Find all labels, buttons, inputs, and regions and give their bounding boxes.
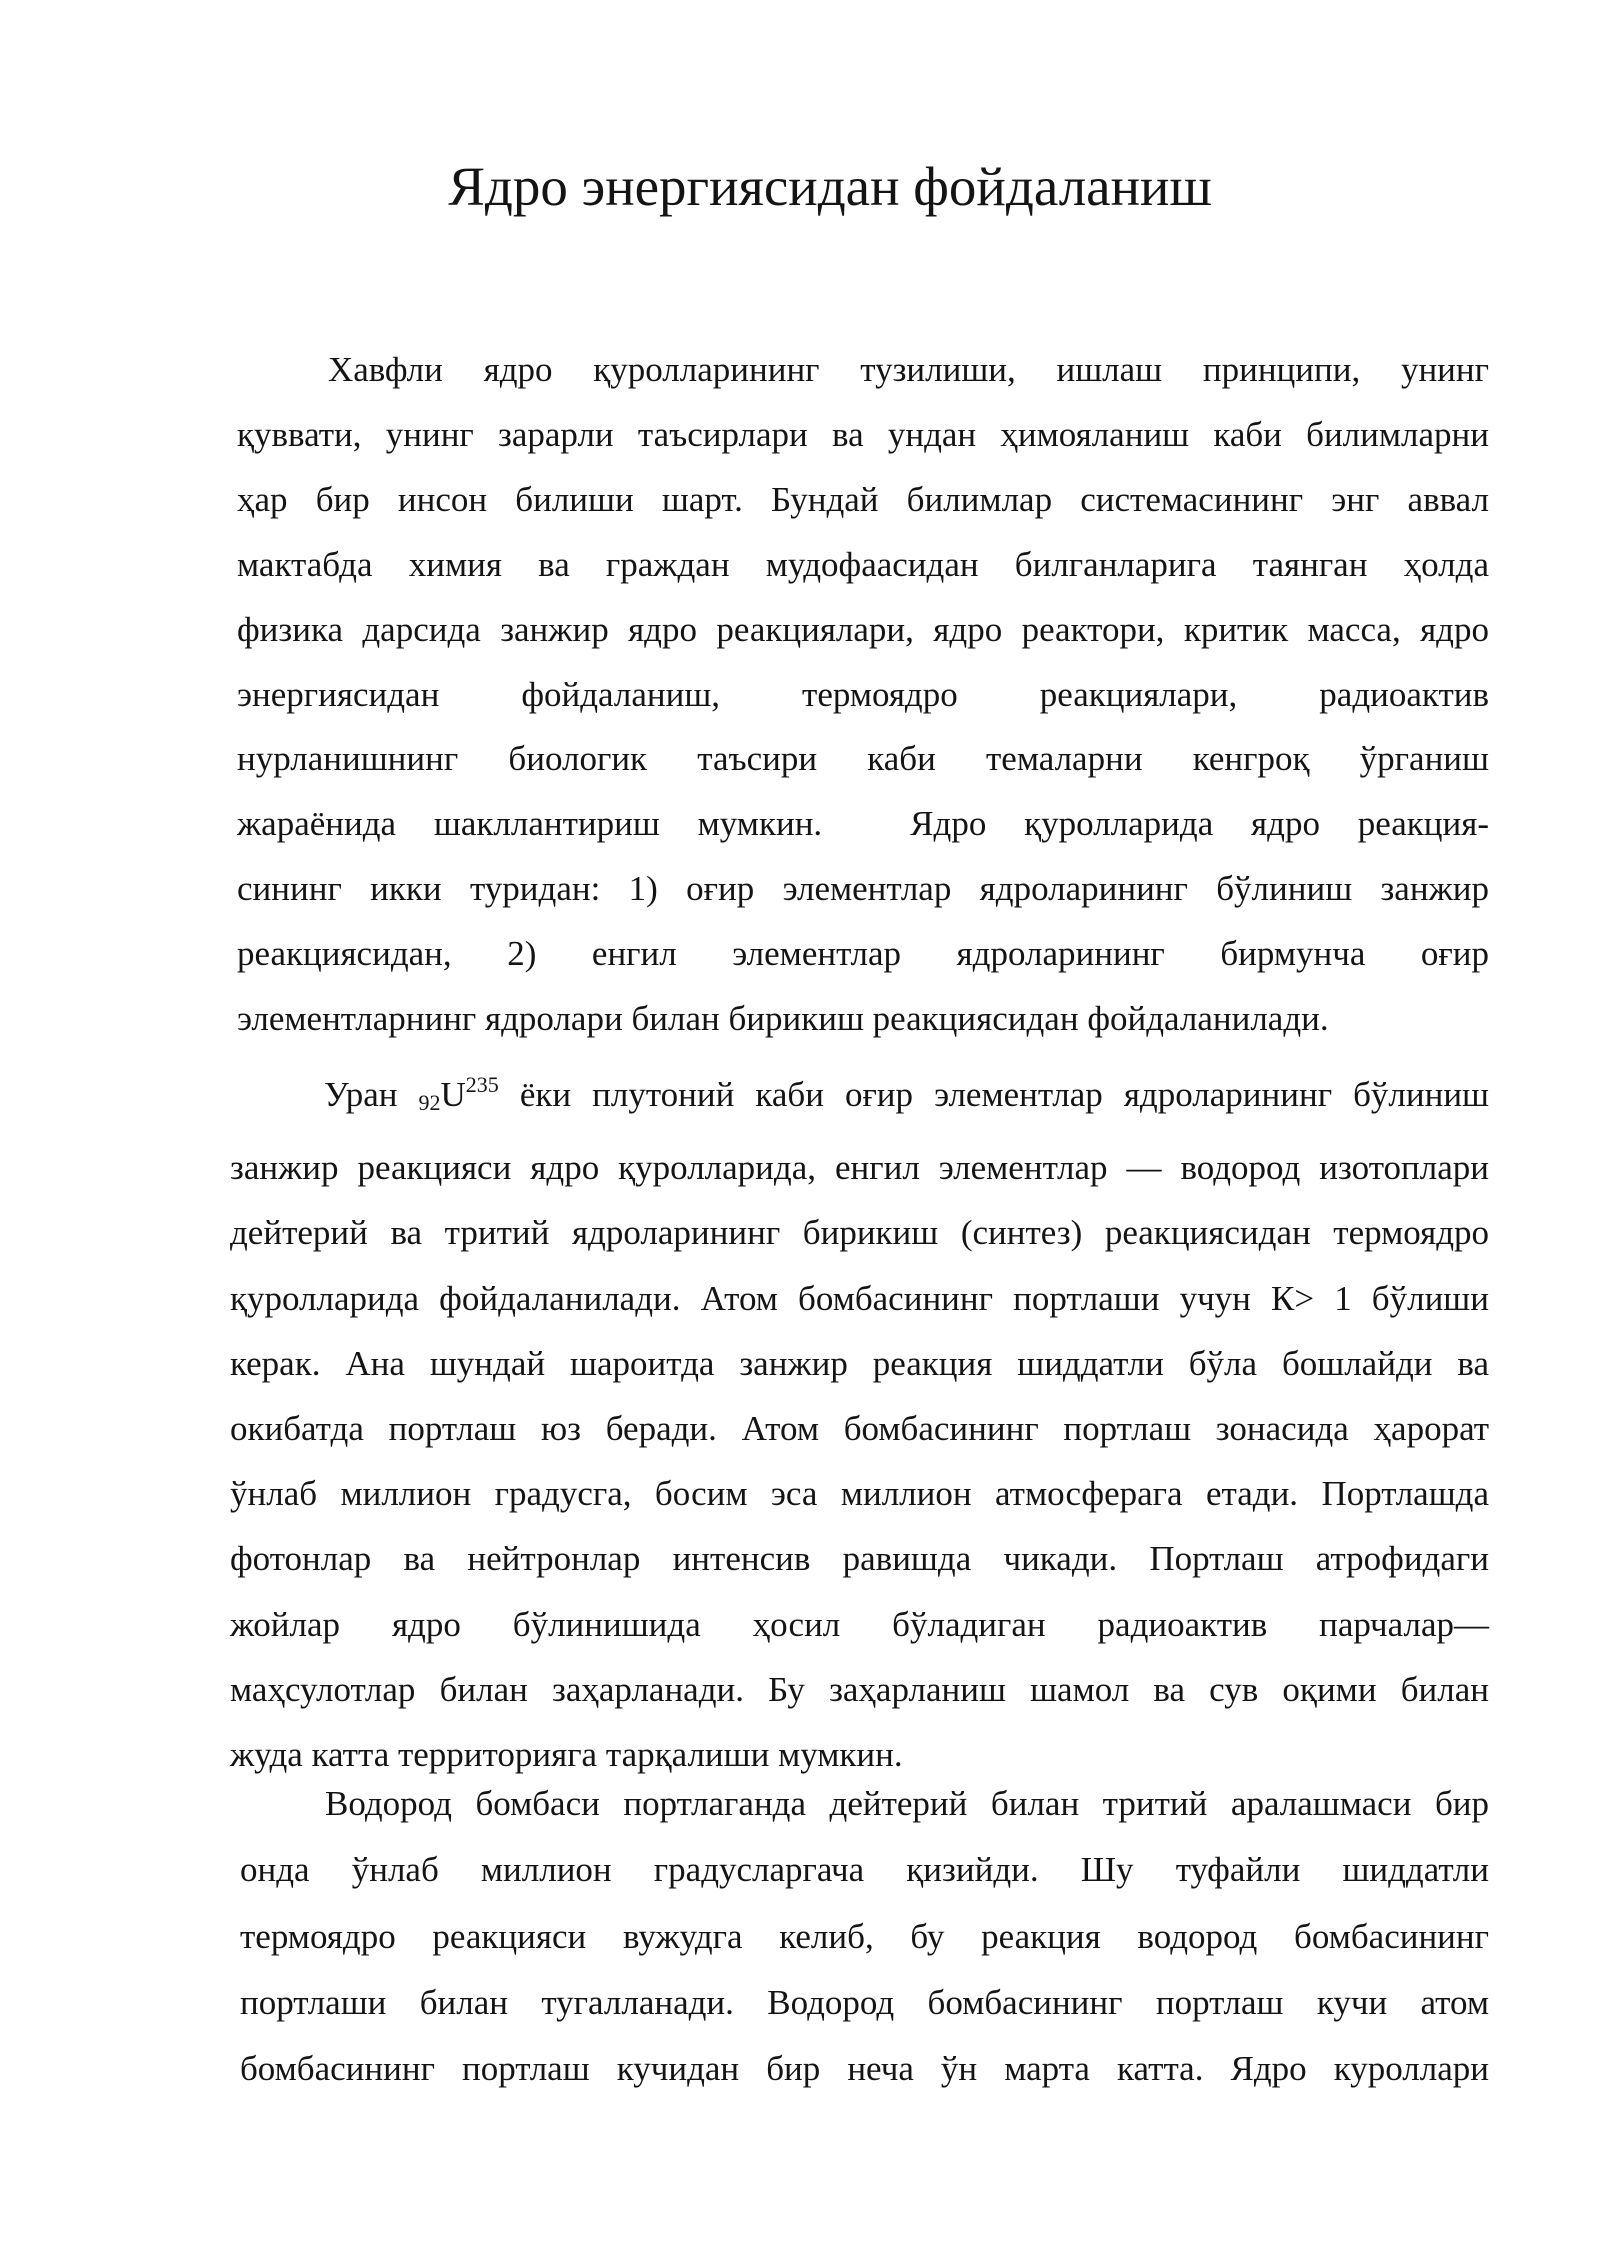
text-line-isotope xyxy=(230,1052,1489,1135)
text-line: керак. Ана шундай шароитда занжир реакция шиддатли бўла бошлайди ва xyxy=(230,1343,1489,1383)
text-line: қуролларида фойдаланилади. Атом бомбасининг портлаши учун К> 1 бўлиши xyxy=(230,1278,1489,1318)
text-line: маҳсулотлар билан заҳарланади. Бу заҳарланиш шамол ва сув оқими билан xyxy=(230,1669,1489,1709)
text-line: фотонлар ва нейтронлар интенсив равишда чикади. Портлаш атрофидаги xyxy=(230,1539,1489,1579)
text-line: бомбасининг портлаш кучидан бир неча ўн марта катта. Ядро куроллари xyxy=(240,2049,1489,2089)
text-line: жуда катта территорияга тарқалиши мумкин. xyxy=(230,1735,903,1775)
text-line: ўнлаб миллион градусга, босим эса миллион атмосферага етади. Портлашда xyxy=(230,1474,1489,1514)
text-line: элементларнинг ядролари билан бирикиш реакциясидан фойдаланилади. xyxy=(237,999,1329,1039)
page-title: Ядро энергиясидан фойдаланиш xyxy=(448,156,1212,217)
text-line: дейтерий ва тритий ядроларининг бирикиш (синтез) реакциясидан термоядро xyxy=(230,1213,1489,1253)
atomic-number: 92 xyxy=(418,1090,441,1115)
text-segment: жараёнида шакллантириш мумкин. xyxy=(237,804,823,844)
text-line: Водород бомбаси портлаганда дейтерий билан тритий аралашмаси бир xyxy=(325,1784,1489,1823)
uranium-word: Уран xyxy=(324,1075,398,1114)
text-line: онда ўнлаб миллион градусларгача қизийди. Шу туфайли шиддатли xyxy=(240,1850,1489,1890)
text-line: термоядро реакцияси вужудга келиб, бу реакция водород бомбасининг xyxy=(240,1916,1489,1956)
text-line: Хавфли ядро қуролларининг тузилиши, ишлаш принципи, унинг xyxy=(328,350,1489,389)
text-line: портлаши билан тугалланади. Водород бомбасининг портлаш кучи атом xyxy=(240,1982,1489,2022)
text-line: сининг икки туридан: 1) оғир элементлар ядроларининг бўлиниш занжир xyxy=(237,869,1489,909)
text-line: қуввати, унинг зарарли таъсирлари ва ундан ҳимояланиш каби билимларни xyxy=(237,414,1489,454)
text-line: энергиясидан фойдаланиш, термоядро реакциялари, радиоактив xyxy=(237,674,1489,714)
text-line: нурланишнинг биологик таъсири каби темаларни кенгроқ ўрганиш xyxy=(237,739,1489,779)
text-line: мактабда химия ва граждан мудофаасидан билганларига таянган ҳолда xyxy=(237,544,1489,584)
text-line: окибатда портлаш юз беради. Атом бомбасининг портлаш зонасида ҳарорат xyxy=(230,1409,1489,1449)
text-line: занжир реакцияси ядро қуролларида, енгил элементлар — водород изотоплари xyxy=(230,1148,1489,1188)
paragraph-3 xyxy=(240,1771,1489,2102)
text-line: жойлар ядро бўлинишида ҳосил бўладиган радиоактив парчалар— xyxy=(230,1604,1489,1644)
text-segment: Ядро қуролларида ядро реакция- xyxy=(910,804,1489,844)
text-segment: ёки плутоний каби оғир элементлар ядроларининг бўлиниш xyxy=(519,1075,1489,1114)
text-line-split xyxy=(237,792,1489,857)
paragraph-1 xyxy=(237,338,1489,1052)
element-symbol: U xyxy=(440,1075,466,1114)
text-line: физика дарсида занжир ядро реакциялари, ядро реактори, критик масса, ядро xyxy=(237,609,1489,649)
text-line: реакциясидан, 2) енгил элементлар ядроларининг бирмунча оғир xyxy=(237,934,1489,974)
paragraph-2 xyxy=(230,1052,1489,1787)
mass-number: 235 xyxy=(465,1072,499,1097)
text-line: ҳар бир инсон билиши шарт. Бундай билимлар системасининг энг аввал xyxy=(237,479,1489,519)
